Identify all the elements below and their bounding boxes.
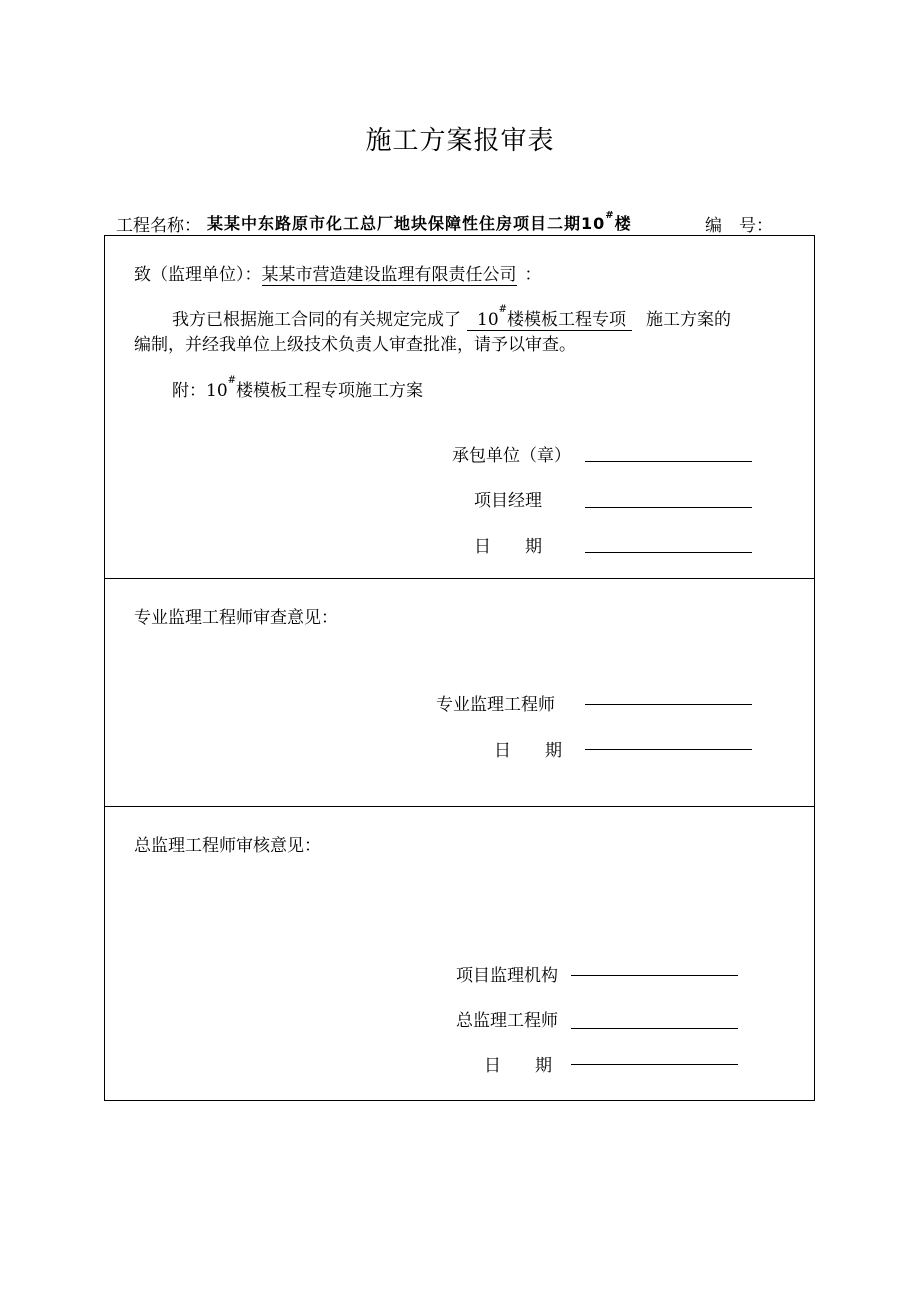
- project-name-value: [207, 211, 632, 234]
- statement-fill-suffix: 楼模板工程专项: [507, 310, 627, 330]
- engineer-review-heading: 专业监理工程师审查意见：: [134, 608, 338, 628]
- attachment-sup: #: [227, 375, 237, 386]
- statement-text-post: 施工方案的: [646, 310, 732, 330]
- section-divider-2: [104, 806, 815, 807]
- engineer-sign-label: 专业监理工程师: [436, 695, 555, 715]
- contractor-seal-line: [585, 461, 752, 462]
- addressee-suffix: ：: [524, 265, 542, 285]
- addressee-value: 某某市营造建设监理有限责任公司: [261, 265, 517, 285]
- addressee-label: 致（监理单位）：: [134, 265, 262, 285]
- project-name-label: 工程名称：: [116, 216, 201, 236]
- statement-text-pre: 我方已根据施工合同的有关规定完成了: [172, 310, 461, 330]
- addressee-line: [134, 260, 542, 285]
- supervision-org-line: [571, 975, 738, 976]
- supervision-org-label: 项目监理机构: [456, 966, 558, 986]
- chief-date-line: [571, 1064, 738, 1065]
- project-name-suffix: 楼: [614, 214, 632, 233]
- contractor-date-label: 日 期: [474, 537, 542, 557]
- statement-fill-value: [467, 305, 632, 331]
- contractor-seal-label: 承包单位（章）: [452, 446, 571, 466]
- section-divider-1: [104, 578, 815, 579]
- attachment-line: [172, 376, 423, 401]
- project-name-text: 某某中东路原市化工总厂地块保障性住房项目二期10: [207, 214, 606, 233]
- engineer-sign-line: [585, 704, 752, 705]
- contractor-date-line: [585, 552, 752, 553]
- statement-fill-text: 10: [477, 310, 499, 330]
- project-name-sup: #: [605, 210, 615, 221]
- chief-engineer-label: 总监理工程师: [456, 1011, 558, 1031]
- chief-review-heading: 总监理工程师审核意见：: [134, 836, 321, 856]
- project-manager-label: 项目经理: [474, 491, 542, 511]
- statement-line-1: [172, 305, 731, 331]
- number-label: 编 号：: [705, 216, 773, 236]
- chief-engineer-line: [571, 1028, 738, 1029]
- statement-fill-sup: #: [498, 304, 508, 315]
- page-title: 施工方案报审表: [365, 126, 555, 156]
- statement-line-2: 编制，并经我单位上级技术负责人审查批准，请予以审查。: [134, 335, 576, 355]
- engineer-date-line: [585, 749, 752, 750]
- chief-date-label: 日 期: [484, 1056, 552, 1076]
- engineer-date-label: 日 期: [494, 741, 562, 761]
- attachment-text-post: 楼模板工程专项施工方案: [236, 381, 424, 401]
- attachment-text-pre: 附：10: [172, 381, 228, 401]
- project-manager-line: [585, 507, 752, 508]
